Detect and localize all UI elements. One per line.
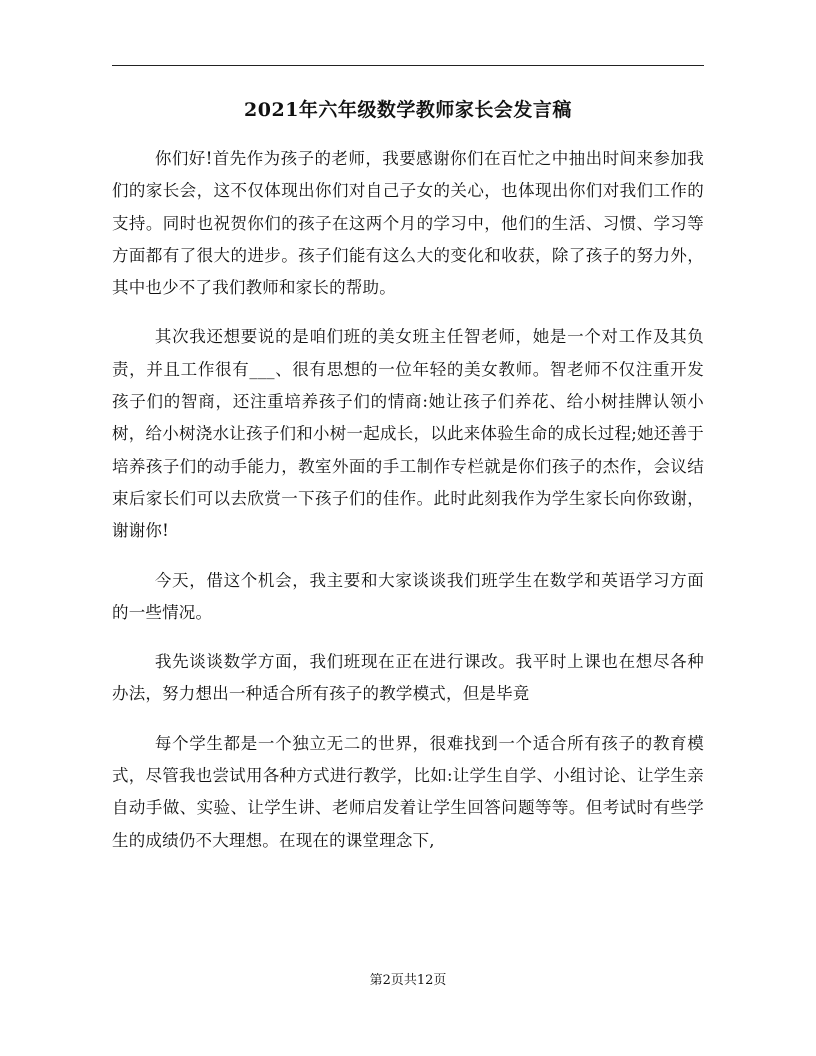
page-footer: 第2页共12页 xyxy=(369,973,447,988)
paragraph-greeting: 你们好!首先作为孩子的老师，我要感谢你们在百忙之中抽出时间来参加我们的家长会，这不仅体现出你们对自己子女的关心，也体现出你们对我们工作的支持。同时也祝贺你们的孩子在这两个月的学习中，他们的生活、习惯、学习等方面都有了很大的进步。孩子们能有这么大的变化和收获，除了孩子的努力外，其中也少不了我们教师和家长的帮助。 xyxy=(112,149,704,298)
paragraph-head-teacher: 其次我还想要说的是咱们班的美女班主任智老师，她是一个对工作及其负责，并且工作很有___、很有思想的一位年轻的美女教师。智老师不仅注重开发孩子们的智商，还注重培养孩子们的情商:她让孩子们养花、给小树挂牌认领小树，给小树浇水让孩子们和小树一起成长，以此来体验生命的成长过程;她还善于培养孩子们的动手能力，教室外面的手工制作专栏就是你们孩子的杰作，会议结束后家长们可以去欣赏一下孩子们的佳作。此时此刻我作为学生家长向你致谢，谢谢你! xyxy=(112,327,704,541)
header-rule xyxy=(112,65,704,66)
paragraph-teaching-methods: 每个学生都是一个独立无二的世界，很难找到一个适合所有孩子的教育模式，尽管我也尝试用各种方式进行教学，比如:让学生自学、小组讨论、让学生亲自动手做、实验、让学生讲、老师启发着让学生回答问题等等。但考试时有些学生的成绩仍不大理想。在现在的课堂理念下, xyxy=(112,733,704,850)
paragraph-topic: 今天，借这个机会，我主要和大家谈谈我们班学生在数学和英语学习方面的一些情况。 xyxy=(112,570,704,622)
paragraph-math-reform: 我先谈谈数学方面，我们班现在正在进行课改。我平时上课也在想尽各种办法，努力想出一种适合所有孩子的教学模式，但是毕竟 xyxy=(112,652,704,704)
document-body xyxy=(112,143,704,874)
document-title: 2021年六年级数学教师家长会发言稿 xyxy=(244,99,572,121)
